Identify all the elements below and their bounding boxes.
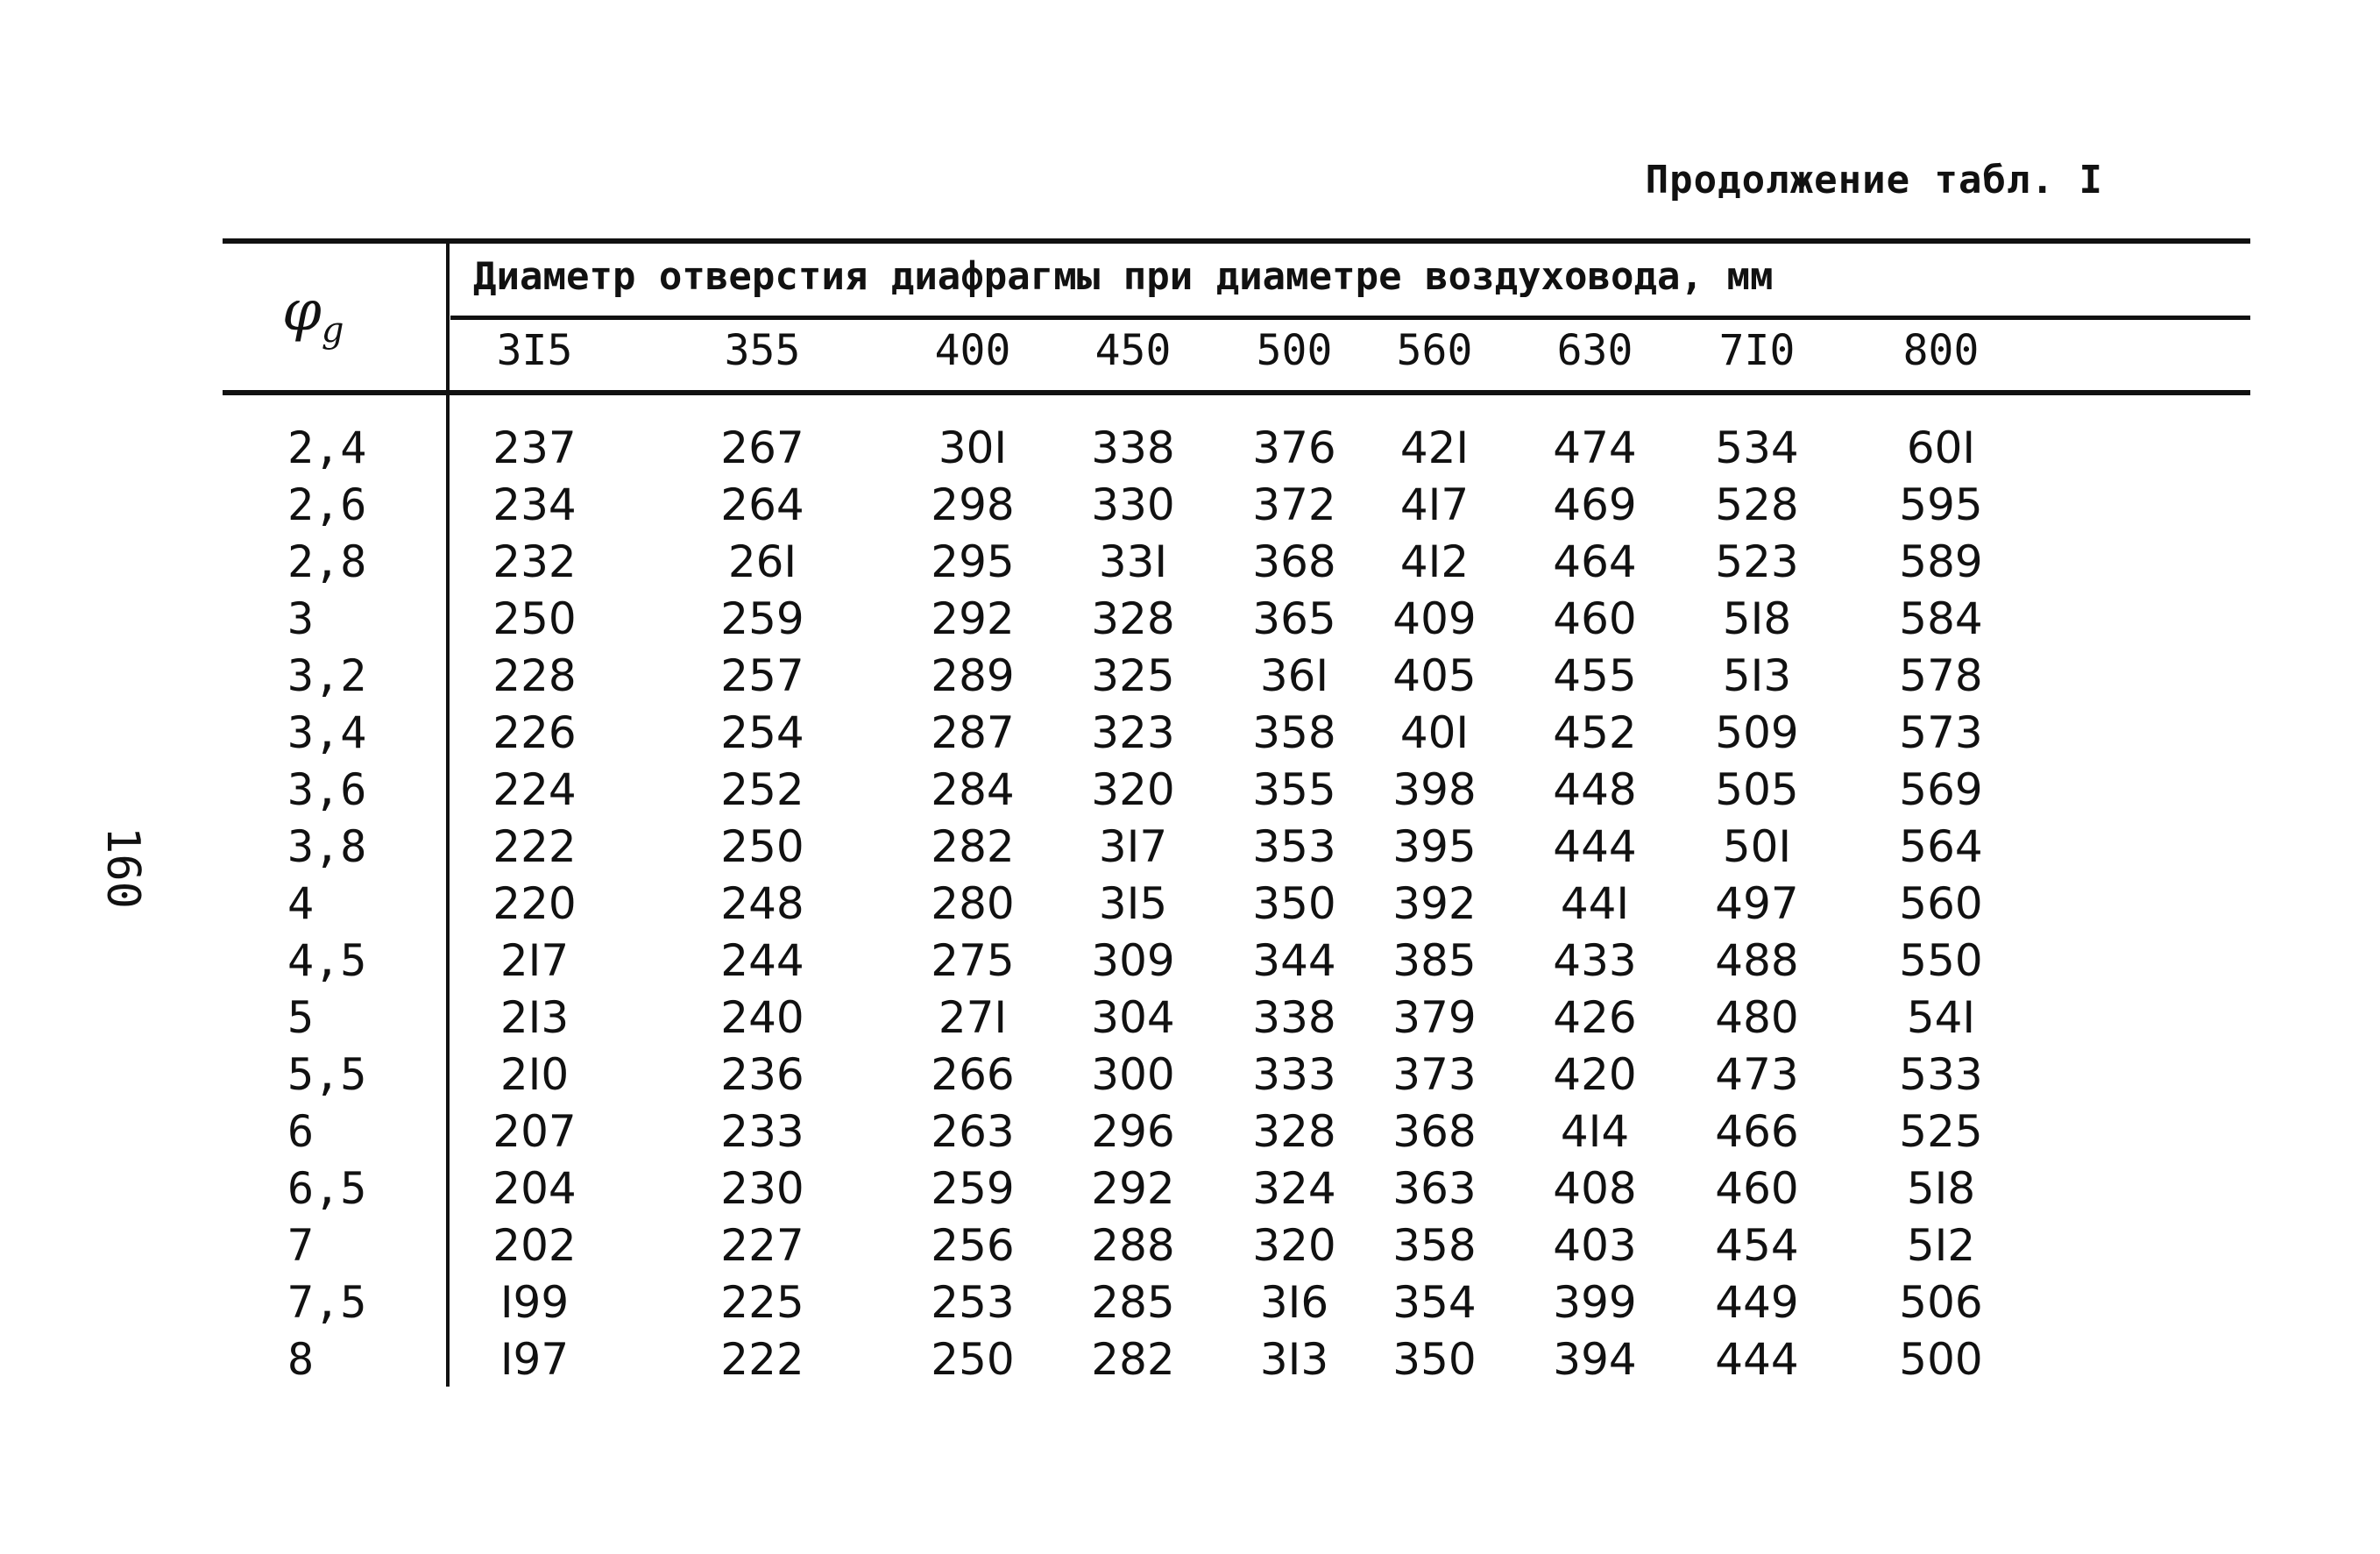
- row-label: 4,5: [287, 935, 367, 986]
- table-cell: 564: [1899, 821, 1983, 872]
- row-label: 3,2: [287, 650, 367, 701]
- table-cell: 3I3: [1259, 1334, 1329, 1385]
- row-label: 8: [287, 1334, 315, 1385]
- table-cell: 292: [1091, 1163, 1175, 1214]
- row-label: 4: [287, 878, 315, 929]
- table-cell: 497: [1715, 878, 1799, 929]
- table-cell: 4I7: [1399, 479, 1470, 530]
- table-cell: 573: [1899, 707, 1983, 758]
- table-cell: 3I5: [1098, 878, 1168, 929]
- table-cell: 455: [1553, 650, 1637, 701]
- table-cell: 464: [1553, 536, 1637, 587]
- column-header: 355: [724, 326, 801, 375]
- table-cell: 394: [1553, 1334, 1637, 1385]
- table-cell: 40I: [1399, 707, 1470, 758]
- table-cell: I97: [499, 1334, 570, 1385]
- column-header: 7I0: [1718, 326, 1796, 375]
- table-header-divider: [450, 316, 2250, 320]
- table-cell: 338: [1252, 992, 1336, 1043]
- row-label: 3,4: [287, 707, 367, 758]
- table-cell: 433: [1553, 935, 1637, 986]
- table-cell: 207: [492, 1106, 577, 1157]
- table-cell: 3I7: [1098, 821, 1168, 872]
- table-cell: 264: [720, 479, 804, 530]
- table-cell: 300: [1091, 1049, 1175, 1100]
- column-header: 560: [1396, 326, 1473, 375]
- table-cell: 376: [1252, 422, 1336, 473]
- table-cell: 248: [720, 878, 804, 929]
- phi-subscript: g: [321, 309, 344, 351]
- table-cell: 284: [931, 764, 1015, 815]
- table-cell: 224: [492, 764, 577, 815]
- table-cell: 4I2: [1399, 536, 1470, 587]
- table-top-rule: [223, 238, 2250, 244]
- table-cell: 232: [492, 536, 577, 587]
- table-cell: 392: [1392, 878, 1477, 929]
- table-cell: 54I: [1906, 992, 1976, 1043]
- table-cell: 363: [1392, 1163, 1477, 1214]
- column-header: 3I5: [496, 326, 573, 375]
- table-cell: 328: [1252, 1106, 1336, 1157]
- column-group-header: Диаметр отверстия диафрагмы при диаметре воздуховода, мм: [473, 254, 1774, 299]
- table-cell: 528: [1715, 479, 1799, 530]
- table-cell: 253: [931, 1277, 1015, 1328]
- table-cell: 222: [720, 1334, 804, 1385]
- column-header: 450: [1094, 326, 1172, 375]
- table-cell: 289: [931, 650, 1015, 701]
- table-cell: 325: [1091, 650, 1175, 701]
- table-cell: 225: [720, 1277, 804, 1328]
- table-cell: 480: [1715, 992, 1799, 1043]
- table-cell: 275: [931, 935, 1015, 986]
- table-cell: 595: [1899, 479, 1983, 530]
- table-cell: 295: [931, 536, 1015, 587]
- table-cell: 330: [1091, 479, 1175, 530]
- table-cell: 44I: [1560, 878, 1630, 929]
- column-header: 630: [1556, 326, 1633, 375]
- table-header-bottom-rule: [223, 390, 2250, 395]
- table-cell: 42I: [1399, 422, 1470, 473]
- table-cell: 354: [1392, 1277, 1477, 1328]
- table-cell: 250: [492, 593, 577, 644]
- table-cell: 250: [720, 821, 804, 872]
- table-cell: 584: [1899, 593, 1983, 644]
- row-label: 5: [287, 992, 315, 1043]
- table-cell: 444: [1715, 1334, 1799, 1385]
- table-cell: 320: [1252, 1220, 1336, 1271]
- table-cell: 250: [931, 1334, 1015, 1385]
- table-cell: 454: [1715, 1220, 1799, 1271]
- table-cell: 385: [1392, 935, 1477, 986]
- table-cell: 298: [931, 479, 1015, 530]
- table-cell: 466: [1715, 1106, 1799, 1157]
- row-label: 2,8: [287, 536, 367, 587]
- table-cell: 5I3: [1722, 650, 1792, 701]
- table-cell: 202: [492, 1220, 577, 1271]
- table-cell: 266: [931, 1049, 1015, 1100]
- table-cell: 350: [1252, 878, 1336, 929]
- row-label: 2,4: [287, 422, 367, 473]
- table-cell: 523: [1715, 536, 1799, 587]
- table-cell: 473: [1715, 1049, 1799, 1100]
- table-cell: 244: [720, 935, 804, 986]
- table-cell: 304: [1091, 992, 1175, 1043]
- table-cell: 267: [720, 422, 804, 473]
- row-label: 3,8: [287, 821, 367, 872]
- row-label: 3,6: [287, 764, 367, 815]
- table-cell: 50I: [1722, 821, 1792, 872]
- table-cell: 27I: [938, 992, 1008, 1043]
- table-cell: 500: [1899, 1334, 1983, 1385]
- table-cell: 2I7: [499, 935, 570, 986]
- table-cell: 449: [1715, 1277, 1799, 1328]
- table-cell: 230: [720, 1163, 804, 1214]
- table-cell: 259: [931, 1163, 1015, 1214]
- row-label: 7: [287, 1220, 315, 1271]
- table-cell: 328: [1091, 593, 1175, 644]
- table-cell: 373: [1392, 1049, 1477, 1100]
- table-cell: 33I: [1098, 536, 1168, 587]
- table-cell: 26I: [727, 536, 797, 587]
- table-cell: 395: [1392, 821, 1477, 872]
- column-header: 500: [1256, 326, 1333, 375]
- table-cell: 323: [1091, 707, 1175, 758]
- table-cell: 282: [1091, 1334, 1175, 1385]
- table-cell: 228: [492, 650, 577, 701]
- table-cell: 350: [1392, 1334, 1477, 1385]
- table-cell: 569: [1899, 764, 1983, 815]
- table-cell: 5I2: [1906, 1220, 1976, 1271]
- table-cell: 226: [492, 707, 577, 758]
- table-cell: 452: [1553, 707, 1637, 758]
- table-cell: 460: [1553, 593, 1637, 644]
- table-cell: 589: [1899, 536, 1983, 587]
- continuation-title: Продолжение табл. I: [1645, 158, 2103, 202]
- column-header: 400: [934, 326, 1011, 375]
- table-cell: 263: [931, 1106, 1015, 1157]
- row-label: 3: [287, 593, 315, 644]
- table-stub-divider: [446, 238, 450, 1387]
- table-cell: 426: [1553, 992, 1637, 1043]
- table-cell: 5I8: [1722, 593, 1792, 644]
- table-cell: 358: [1392, 1220, 1477, 1271]
- phi-symbol: φ: [282, 279, 322, 344]
- row-label: 6,5: [287, 1163, 367, 1214]
- table-cell: 379: [1392, 992, 1477, 1043]
- table-cell: 240: [720, 992, 804, 1043]
- table-cell: 398: [1392, 764, 1477, 815]
- table-cell: 469: [1553, 479, 1637, 530]
- table-cell: 444: [1553, 821, 1637, 872]
- table-cell: 292: [931, 593, 1015, 644]
- table-cell: 3I6: [1259, 1277, 1329, 1328]
- table-cell: 259: [720, 593, 804, 644]
- table-cell: 5I8: [1906, 1163, 1976, 1214]
- table-cell: 256: [931, 1220, 1015, 1271]
- table-cell: 368: [1392, 1106, 1477, 1157]
- row-label: 2,6: [287, 479, 367, 530]
- table-cell: 488: [1715, 935, 1799, 986]
- table-cell: 408: [1553, 1163, 1637, 1214]
- table-cell: 252: [720, 764, 804, 815]
- table-cell: 204: [492, 1163, 577, 1214]
- table-cell: 460: [1715, 1163, 1799, 1214]
- table-cell: 257: [720, 650, 804, 701]
- table-cell: 358: [1252, 707, 1336, 758]
- table-cell: 36I: [1259, 650, 1329, 701]
- table-cell: 30I: [938, 422, 1008, 473]
- table-cell: 320: [1091, 764, 1175, 815]
- table-cell: 525: [1899, 1106, 1983, 1157]
- table-cell: 2I0: [499, 1049, 570, 1100]
- table-cell: 506: [1899, 1277, 1983, 1328]
- table-cell: 372: [1252, 479, 1336, 530]
- table-cell: I99: [499, 1277, 570, 1328]
- table-cell: 365: [1252, 593, 1336, 644]
- table-cell: 405: [1392, 650, 1477, 701]
- table-cell: 448: [1553, 764, 1637, 815]
- column-header: 800: [1902, 326, 1980, 375]
- table-cell: 368: [1252, 536, 1336, 587]
- row-label: 6: [287, 1106, 315, 1157]
- table-cell: 474: [1553, 422, 1637, 473]
- table-cell: 324: [1252, 1163, 1336, 1214]
- table-cell: 282: [931, 821, 1015, 872]
- table-cell: 550: [1899, 935, 1983, 986]
- table-cell: 237: [492, 422, 577, 473]
- page-number: 160: [96, 827, 149, 909]
- table-cell: 280: [931, 878, 1015, 929]
- table-cell: 399: [1553, 1277, 1637, 1328]
- table-cell: 420: [1553, 1049, 1637, 1100]
- table-cell: 4I4: [1560, 1106, 1630, 1157]
- table-cell: 227: [720, 1220, 804, 1271]
- table-cell: 309: [1091, 935, 1175, 986]
- row-label: 5,5: [287, 1049, 367, 1100]
- table-cell: 353: [1252, 821, 1336, 872]
- table-cell: 338: [1091, 422, 1175, 473]
- table-cell: 534: [1715, 422, 1799, 473]
- row-label: 7,5: [287, 1277, 367, 1328]
- table-cell: 505: [1715, 764, 1799, 815]
- table-cell: 403: [1553, 1220, 1637, 1271]
- table-cell: 233: [720, 1106, 804, 1157]
- table-cell: 288: [1091, 1220, 1175, 1271]
- table-cell: 220: [492, 878, 577, 929]
- table-cell: 355: [1252, 764, 1336, 815]
- table-cell: 285: [1091, 1277, 1175, 1328]
- table-cell: 409: [1392, 593, 1477, 644]
- table-cell: 296: [1091, 1106, 1175, 1157]
- table-cell: 60I: [1906, 422, 1976, 473]
- table-cell: 287: [931, 707, 1015, 758]
- table-cell: 344: [1252, 935, 1336, 986]
- table-cell: 254: [720, 707, 804, 758]
- table-cell: 533: [1899, 1049, 1983, 1100]
- table-cell: 222: [492, 821, 577, 872]
- table-cell: 560: [1899, 878, 1983, 929]
- row-header-phi: [282, 279, 344, 351]
- table-cell: 509: [1715, 707, 1799, 758]
- table-cell: 234: [492, 479, 577, 530]
- table-cell: 2I3: [499, 992, 570, 1043]
- table-cell: 333: [1252, 1049, 1336, 1100]
- table-cell: 578: [1899, 650, 1983, 701]
- table-cell: 236: [720, 1049, 804, 1100]
